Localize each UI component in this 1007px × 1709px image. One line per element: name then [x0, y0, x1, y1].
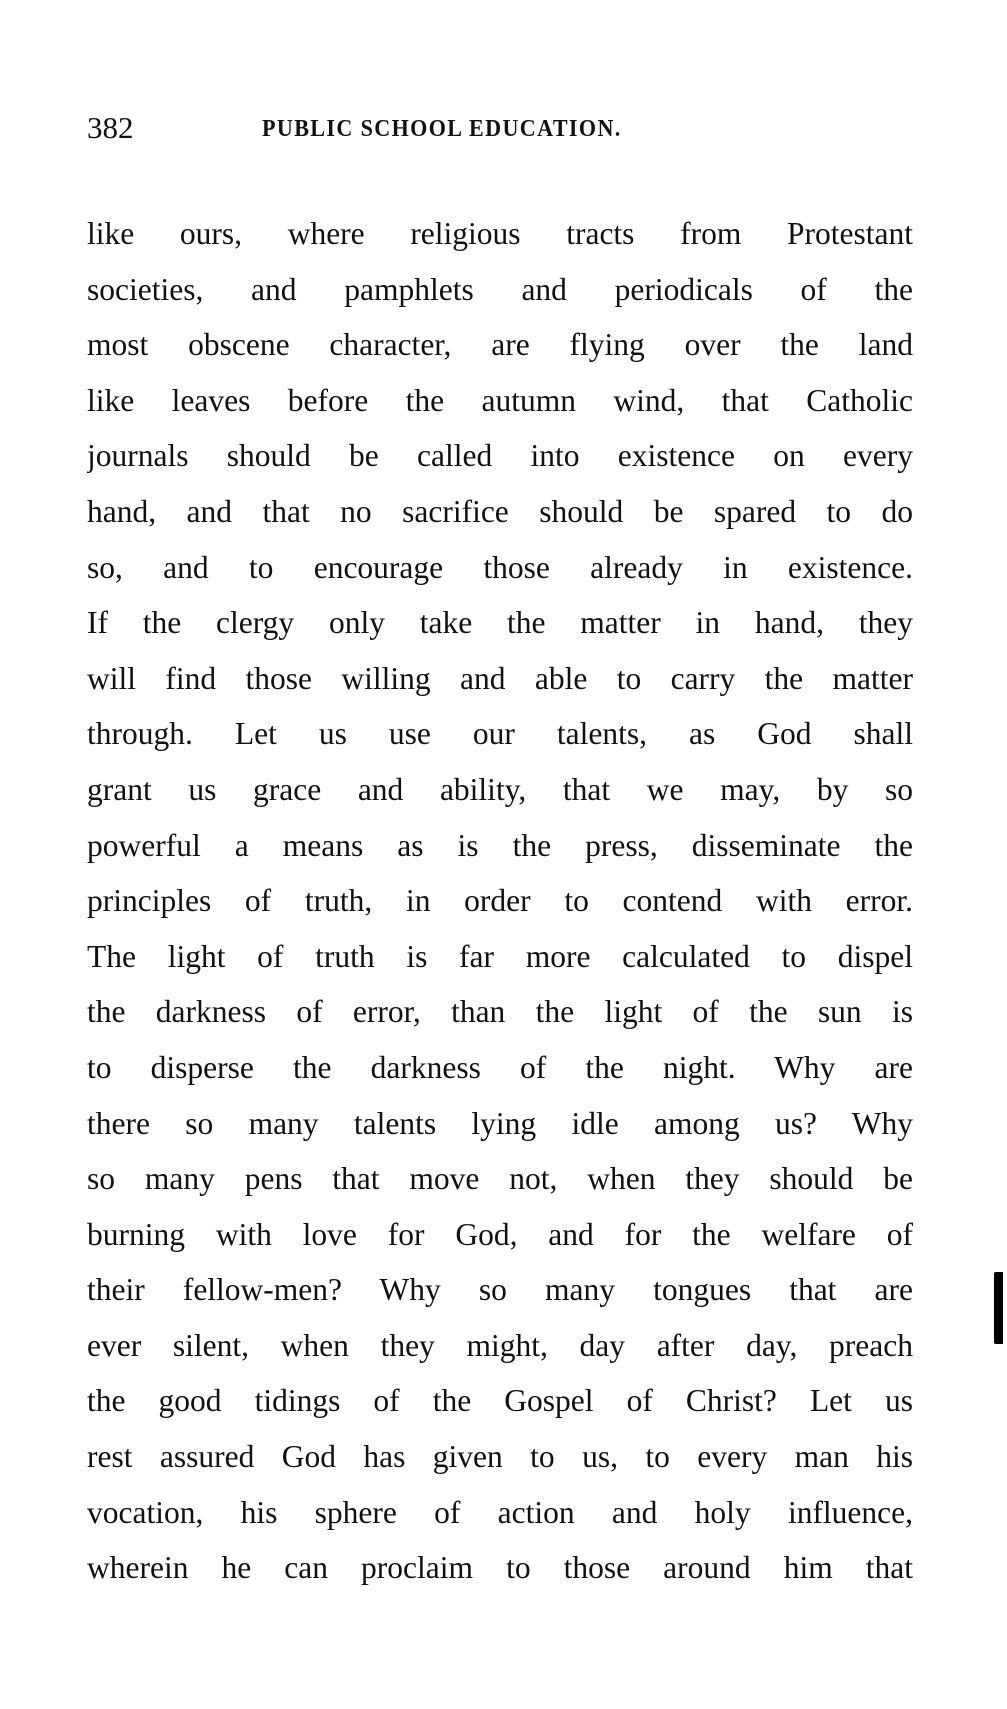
running-title: PUBLIC SCHOOL EDUCATION.: [262, 116, 622, 142]
text-line: the darkness of error, than the light of the sun is: [87, 994, 913, 1030]
text-line: If the clergy only take the matter in hand, they: [87, 605, 913, 641]
text-line: so many pens that move not, when they should be: [87, 1161, 913, 1197]
text-line: hand, and that no sacrifice should be spared to do: [87, 493, 913, 529]
text-line: like leaves before the autumn wind, that Catholic: [87, 382, 913, 418]
text-line: The light of truth is far more calculated to dispel: [87, 938, 913, 974]
text-line: societies, and pamphlets and periodicals of the: [87, 271, 913, 307]
page-number: 382: [87, 110, 134, 145]
text-line: principles of truth, in order to contend with error.: [87, 883, 913, 919]
text-line: their fellow-men? Why so many tongues that are: [87, 1272, 913, 1308]
text-line: there so many talents lying idle among us? Why: [87, 1105, 913, 1141]
text-line: grant us grace and ability, that we may, by so: [87, 771, 913, 807]
text-line: like ours, where religious tracts from Protestant: [87, 216, 913, 251]
scan-artifact-mark: [994, 1272, 1003, 1344]
text-line: so, and to encourage those already in existence.: [87, 549, 913, 585]
text-line: through. Let us use our talents, as God shall: [87, 716, 913, 752]
text-line: rest assured God has given to us, to every man his: [87, 1439, 913, 1475]
text-line: powerful a means as is the press, disseminate the: [87, 827, 913, 863]
body-text: [87, 206, 913, 1596]
text-line: most obscene character, are flying over the land: [87, 327, 913, 363]
text-line: burning with love for God, and for the welfare of: [87, 1216, 913, 1252]
text-line: wherein he can proclaim to those around him that: [87, 1550, 913, 1586]
text-line: will find those willing and able to carry the matter: [87, 660, 913, 696]
text-line: journals should be called into existence on every: [87, 438, 913, 474]
text-line: the good tidings of the Gospel of Christ? Let us: [87, 1383, 913, 1419]
text-line: to disperse the darkness of the night. Why are: [87, 1049, 913, 1085]
text-line: vocation, his sphere of action and holy influence,: [87, 1494, 913, 1530]
text-line: ever silent, when they might, day after day, preach: [87, 1327, 913, 1363]
